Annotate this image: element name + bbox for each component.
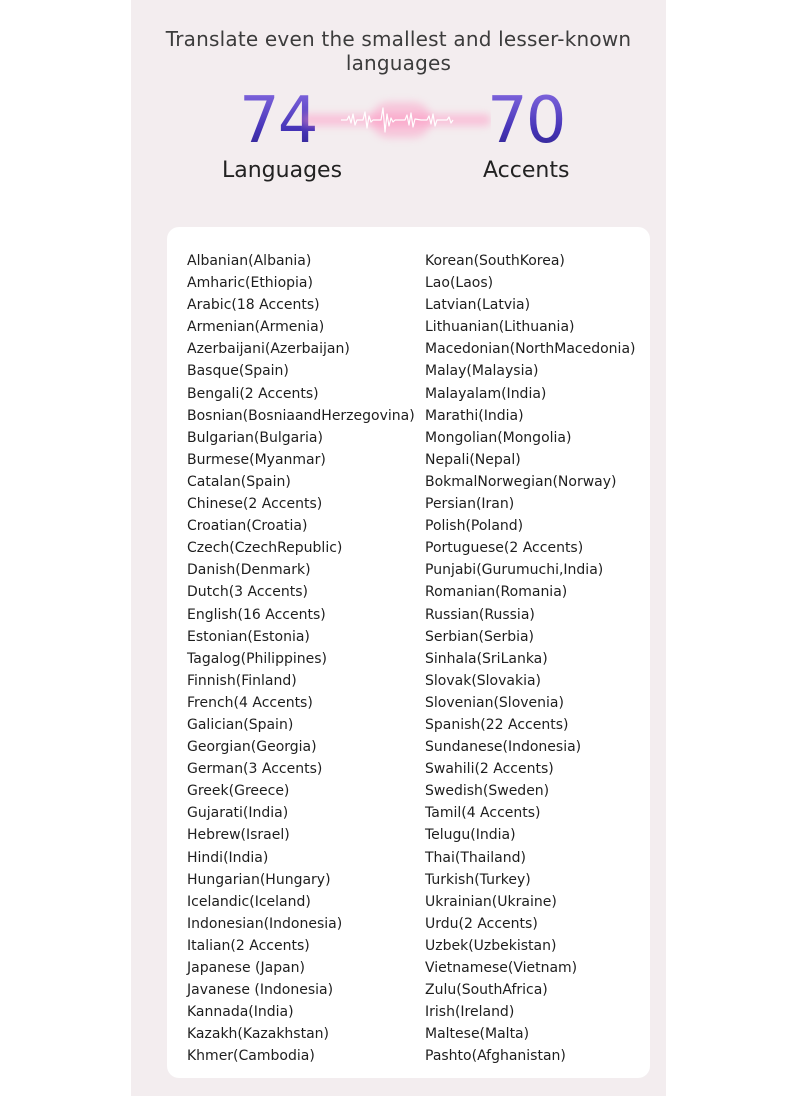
language-list-right [425, 250, 635, 1067]
language-item: Romanian(Romania) [425, 584, 568, 601]
language-item: Urdu(2 Accents) [425, 915, 538, 932]
language-item: Spanish(22 Accents) [425, 716, 569, 733]
language-item: Vietnamese(Vietnam) [425, 960, 578, 976]
language-item: Turkish(Turkey) [425, 871, 531, 888]
accents-label: Accents [483, 158, 570, 183]
language-item: Uzbek(Uzbekistan) [425, 937, 557, 954]
language-item: Lao(Laos) [425, 275, 494, 292]
language-item: Pashto(Afghanistan) [425, 1048, 566, 1065]
languages-label: Languages [222, 158, 343, 183]
language-item: Polish(Poland) [425, 518, 524, 535]
language-item: BokmalNorwegian(Norway) [425, 473, 617, 490]
language-list-card [167, 227, 650, 1078]
language-item: Swahili(2 Accents) [425, 761, 554, 778]
language-item: Ukrainian(Ukraine) [425, 893, 557, 910]
language-item: Czech(CzechRepublic) [187, 540, 343, 557]
language-item: Latvian(Latvia) [425, 297, 531, 314]
language-item: Telugu(India) [425, 827, 516, 844]
language-item: Lithuanian(Lithuania) [425, 319, 575, 336]
promo-panel [131, 0, 666, 1096]
language-item: Estonian(Estonia) [187, 628, 310, 645]
language-item: Indonesian(Indonesia) [187, 915, 343, 932]
language-item: Malay(Malaysia) [425, 363, 539, 380]
language-item: Zulu(SouthAfrica) [425, 982, 548, 999]
language-item: Malayalam(India) [425, 385, 547, 402]
language-item: Marathi(India) [425, 407, 524, 424]
language-item: Armenian(Armenia) [187, 319, 325, 336]
languages-count: 74 [239, 84, 317, 158]
language-item: German(3 Accents) [187, 761, 323, 778]
language-item: Hungarian(Hungary) [187, 871, 331, 888]
language-list-left [187, 250, 415, 1067]
language-item: Kazakh(Kazakhstan) [187, 1026, 330, 1043]
language-item: Mongolian(Mongolia) [425, 429, 572, 446]
language-item: Sundanese(Indonesia) [425, 739, 582, 756]
language-item: Dutch(3 Accents) [187, 584, 308, 601]
language-item: Slovenian(Slovenia) [425, 694, 564, 711]
language-item: Javanese (Indonesia) [187, 982, 334, 999]
language-item: Greek(Greece) [187, 783, 290, 800]
headline: Translate even the smallest and lesser-known languages [165, 27, 632, 75]
language-item: Hebrew(Israel) [187, 827, 290, 844]
language-item: Georgian(Georgia) [187, 739, 317, 756]
language-item: Maltese(Malta) [425, 1026, 530, 1043]
language-item: Nepali(Nepal) [425, 451, 521, 468]
language-item: Irish(Ireland) [425, 1004, 515, 1021]
language-item: Bulgarian(Bulgaria) [187, 429, 323, 446]
language-item: Amharic(Ethiopia) [187, 275, 313, 292]
language-item: Hindi(India) [187, 849, 269, 866]
accents-count: 70 [487, 84, 565, 158]
language-item: Khmer(Cambodia) [187, 1048, 315, 1065]
language-item: Portuguese(2 Accents) [425, 540, 584, 557]
language-item: Slovak(Slovakia) [425, 672, 542, 689]
language-item: Bengali(2 Accents) [187, 385, 319, 402]
language-item: Icelandic(Iceland) [187, 893, 311, 910]
language-item: Japanese (Japan) [187, 960, 305, 976]
language-item: Basque(Spain) [187, 363, 289, 380]
language-item: Azerbaijani(Azerbaijan) [187, 341, 350, 358]
language-item: Swedish(Sweden) [425, 783, 550, 800]
language-item: Punjabi(Gurumuchi,India) [425, 562, 604, 579]
language-item: Italian(2 Accents) [187, 937, 310, 954]
language-item: Russian(Russia) [425, 606, 535, 623]
language-item: Macedonian(NorthMacedonia) [425, 341, 636, 358]
language-item: Albanian(Albania) [187, 253, 312, 269]
language-item: Bosnian(BosniaandHerzegovina) [187, 407, 415, 424]
language-item: Catalan(Spain) [187, 473, 291, 490]
language-item: English(16 Accents) [187, 606, 326, 623]
language-item: Arabic(18 Accents) [187, 297, 320, 314]
language-item: Kannada(India) [187, 1004, 294, 1021]
language-item: Croatian(Croatia) [187, 518, 308, 535]
language-item: Tamil(4 Accents) [425, 805, 541, 822]
language-item: Korean(SouthKorea) [425, 253, 565, 269]
language-item: Burmese(Myanmar) [187, 451, 326, 468]
language-item: French(4 Accents) [187, 694, 313, 711]
language-item: Galician(Spain) [187, 716, 294, 733]
language-item: Finnish(Finland) [187, 672, 297, 689]
language-item: Sinhala(SriLanka) [425, 650, 548, 667]
language-item: Gujarati(India) [187, 805, 289, 822]
language-item: Tagalog(Philippines) [187, 650, 327, 667]
language-item: Persian(Iran) [425, 496, 515, 513]
language-item: Chinese(2 Accents) [187, 496, 323, 513]
language-item: Thai(Thailand) [425, 849, 526, 866]
language-item: Serbian(Serbia) [425, 628, 535, 645]
language-item: Danish(Denmark) [187, 562, 311, 579]
heartbeat-wave-icon [301, 92, 491, 148]
